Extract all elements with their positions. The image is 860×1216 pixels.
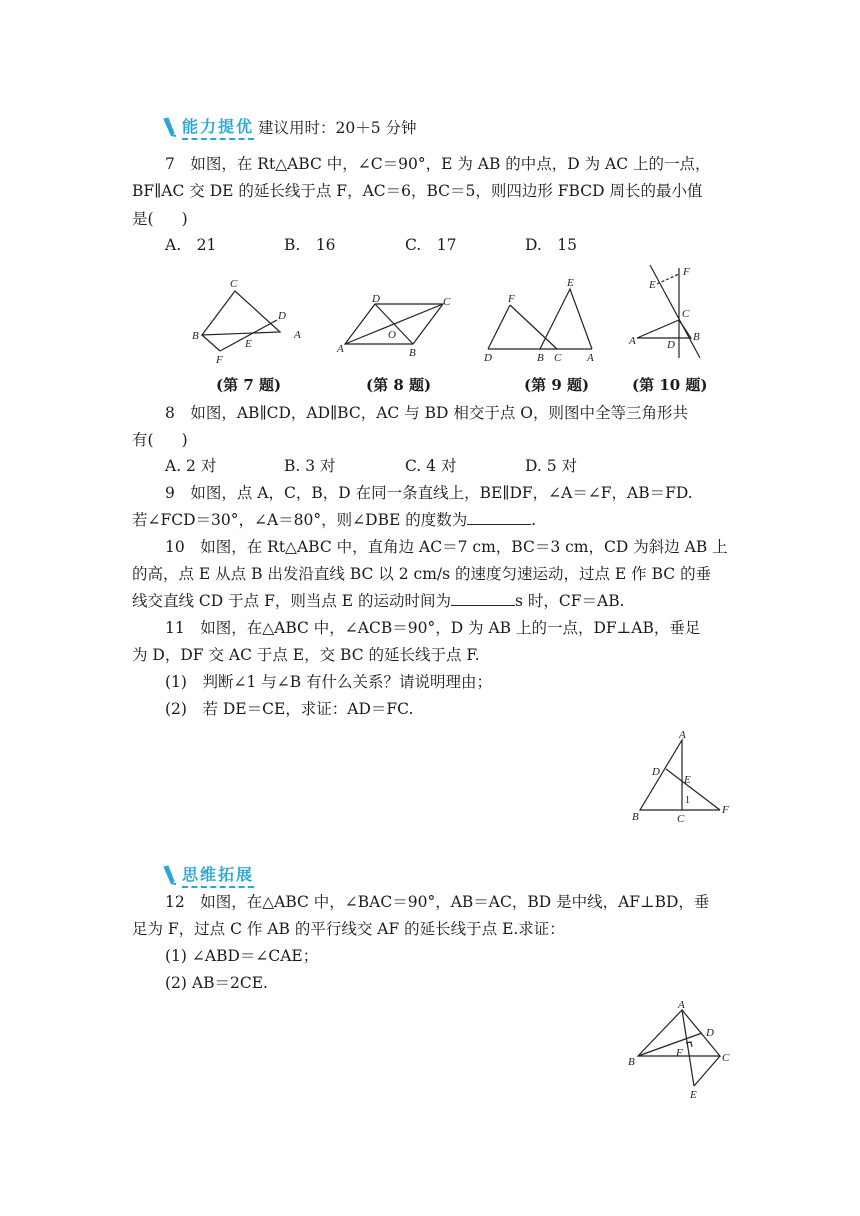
- q10-prefix: 线交直线 CD 于点 F，则当点 E 的运动时间为: [132, 592, 451, 610]
- q10-suffix: s 时，CF＝AB.: [515, 592, 625, 610]
- q9-prefix: 若∠FCD＝30°，∠A＝80°，则∠DBE 的度数为: [132, 511, 468, 529]
- time-note: 建议用时：20＋5 分钟: [258, 119, 417, 137]
- fig8-label-a: A: [337, 343, 344, 355]
- fig9-label-e: E: [567, 277, 574, 289]
- q9-line1: 9 如图，点 A，C，B，D 在同一条直线上，BE∥DF，∠A＝∠F，AB＝FD.: [165, 484, 693, 502]
- fig7-label-a: A: [294, 329, 301, 341]
- q7-option-a: A. 21: [165, 236, 217, 254]
- fig8-label-d: D: [372, 293, 380, 305]
- section-header-ability: [160, 114, 417, 140]
- fig12-line-ce: [694, 1056, 720, 1086]
- figure-11: [628, 728, 738, 828]
- q7-option-b: B. 16: [284, 236, 336, 254]
- q10-line3: [132, 590, 625, 612]
- fig9-fc: [510, 305, 557, 349]
- fig12-label-c: C: [722, 1052, 730, 1064]
- figure-10: [625, 260, 715, 365]
- q10-line2: 的高，点 E 从点 B 出发沿直线 BC 以 2 cm/s 的速度匀速运动，过点 E 作 BC 的垂: [132, 565, 712, 583]
- q12-line2: 足为 F，过点 C 作 AB 的平行线交 AF 的延长线于点 E.求证：: [132, 920, 565, 938]
- caption-q7: (第 7 题): [216, 376, 282, 394]
- fig9-label-b: B: [537, 352, 544, 364]
- fig8-label-c: C: [443, 296, 451, 308]
- q8-prefix: 有(: [132, 431, 154, 449]
- fig11-label-b: B: [632, 811, 639, 823]
- fig10-label-f: F: [683, 266, 690, 278]
- fig7-label-d: D: [278, 310, 286, 322]
- figure-7: [190, 275, 310, 365]
- section-title: 能力提优: [182, 114, 254, 140]
- q10-line1: 10 如图，在 Rt△ABC 中，直角边 AC＝7 cm，BC＝3 cm，CD 为斜边 AB 上: [165, 538, 728, 556]
- fig8-label-b: B: [409, 347, 416, 359]
- section-header-thinking: [160, 862, 254, 888]
- q8-option-b: B. 3 对: [284, 457, 336, 475]
- fig10-label-c: C: [682, 308, 690, 320]
- fig11-triangle: [640, 740, 682, 810]
- q9-suffix: .: [531, 511, 537, 529]
- fig11-label-1: 1: [685, 795, 690, 806]
- section-title: 思维拓展: [182, 862, 254, 888]
- pen-icon: [160, 117, 178, 137]
- fig12-label-a: A: [678, 999, 685, 1011]
- figure-12: [622, 998, 742, 1108]
- fig11-label-c: C: [677, 813, 685, 825]
- fig11-label-d: D: [652, 766, 660, 778]
- q8-option-d: D. 5 对: [525, 457, 578, 475]
- fig12-line-bd: [638, 1033, 702, 1056]
- q7-option-c: C. 17: [405, 236, 457, 254]
- fig7-label-e: E: [245, 338, 252, 350]
- fig10-label-d: D: [667, 339, 675, 351]
- fig9-fd: [488, 305, 510, 349]
- fig10-dash-ef: [657, 274, 679, 284]
- fig10-label-a: A: [629, 335, 636, 347]
- fig9-label-c: C: [554, 352, 562, 364]
- q7-suffix: ): [181, 210, 188, 228]
- figure-8: [335, 292, 455, 362]
- q7-line1: 7 如图，在 Rt△ABC 中，∠C＝90°，E 为 AB 的中点，D 为 AC 上的一点，: [165, 155, 711, 173]
- q8-option-a: A. 2 对: [165, 457, 217, 475]
- q7-option-d: D. 15: [525, 236, 578, 254]
- figure-9: [480, 274, 610, 364]
- fig11-label-f: F: [722, 804, 729, 816]
- fig11-label-e: E: [684, 774, 691, 786]
- fig7-label-b: B: [192, 330, 199, 342]
- q11-line1: 11 如图，在△ABC 中，∠ACB＝90°，D 为 AB 上的一点，DF⊥AB，垂足: [165, 619, 701, 637]
- q8-option-c: C. 4 对: [405, 457, 457, 475]
- fig9-label-d: D: [484, 352, 492, 364]
- q10-answer-blank[interactable]: [451, 591, 515, 606]
- fig9-label-f: F: [508, 293, 515, 305]
- q9-line2: [132, 509, 536, 531]
- q7-line3: [132, 208, 188, 230]
- fig12-line-ae: [682, 1010, 694, 1086]
- q11-part1: (1) 判断∠1 与∠B 有什么关系？请说明理由；: [165, 673, 493, 691]
- q11-part2: (2) 若 DE＝CE，求证：AD＝FC.: [165, 700, 414, 718]
- fig7-label-f: F: [216, 354, 223, 365]
- q7-prefix: 是(: [132, 210, 154, 228]
- q7-line2: BF∥AC 交 DE 的延长线于点 F，AC＝6，BC＝5，则四边形 FBCD 周长的最小值: [132, 182, 703, 200]
- fig12-label-e: E: [690, 1089, 697, 1101]
- q8-suffix: ): [181, 431, 188, 449]
- fig7-triangle: [202, 291, 280, 335]
- q8-line1: 8 如图，AB∥CD，AD∥BC，AC 与 BD 相交于点 O，则图中全等三角形共: [165, 404, 688, 422]
- fig7-line-bf: [202, 335, 220, 351]
- fig10-label-e: E: [649, 279, 656, 291]
- fig10-line-eb: [650, 265, 700, 358]
- caption-q8: (第 8 题): [366, 376, 432, 394]
- pen-icon: [160, 865, 178, 885]
- caption-q10: (第 10 题): [632, 376, 708, 394]
- fig12-label-d: D: [706, 1027, 714, 1039]
- q12-part2: (2) AB＝2CE.: [165, 974, 268, 992]
- q9-answer-blank[interactable]: [467, 510, 531, 525]
- fig10-label-b: B: [693, 331, 700, 343]
- caption-q9: (第 9 题): [524, 376, 590, 394]
- q11-line2: 为 D，DF 交 AC 于点 E，交 BC 的延长线于点 F.: [132, 646, 480, 664]
- fig9-label-a: A: [587, 352, 594, 364]
- fig8-label-o: O: [388, 329, 396, 341]
- q12-part1: (1) ∠ABD＝∠CAE；: [165, 947, 319, 965]
- q12-line1: 12 如图，在△ABC 中，∠BAC＝90°，AB＝AC，BD 是中线，AF⊥BD，垂: [165, 893, 710, 911]
- fig12-label-b: B: [628, 1056, 635, 1068]
- fig11-line-df: [666, 769, 720, 810]
- fig11-label-a: A: [679, 729, 686, 741]
- fig7-label-c: C: [230, 278, 238, 290]
- fig10-triangle: [637, 320, 691, 338]
- fig12-label-f: F: [676, 1047, 683, 1059]
- q8-line2: [132, 429, 188, 451]
